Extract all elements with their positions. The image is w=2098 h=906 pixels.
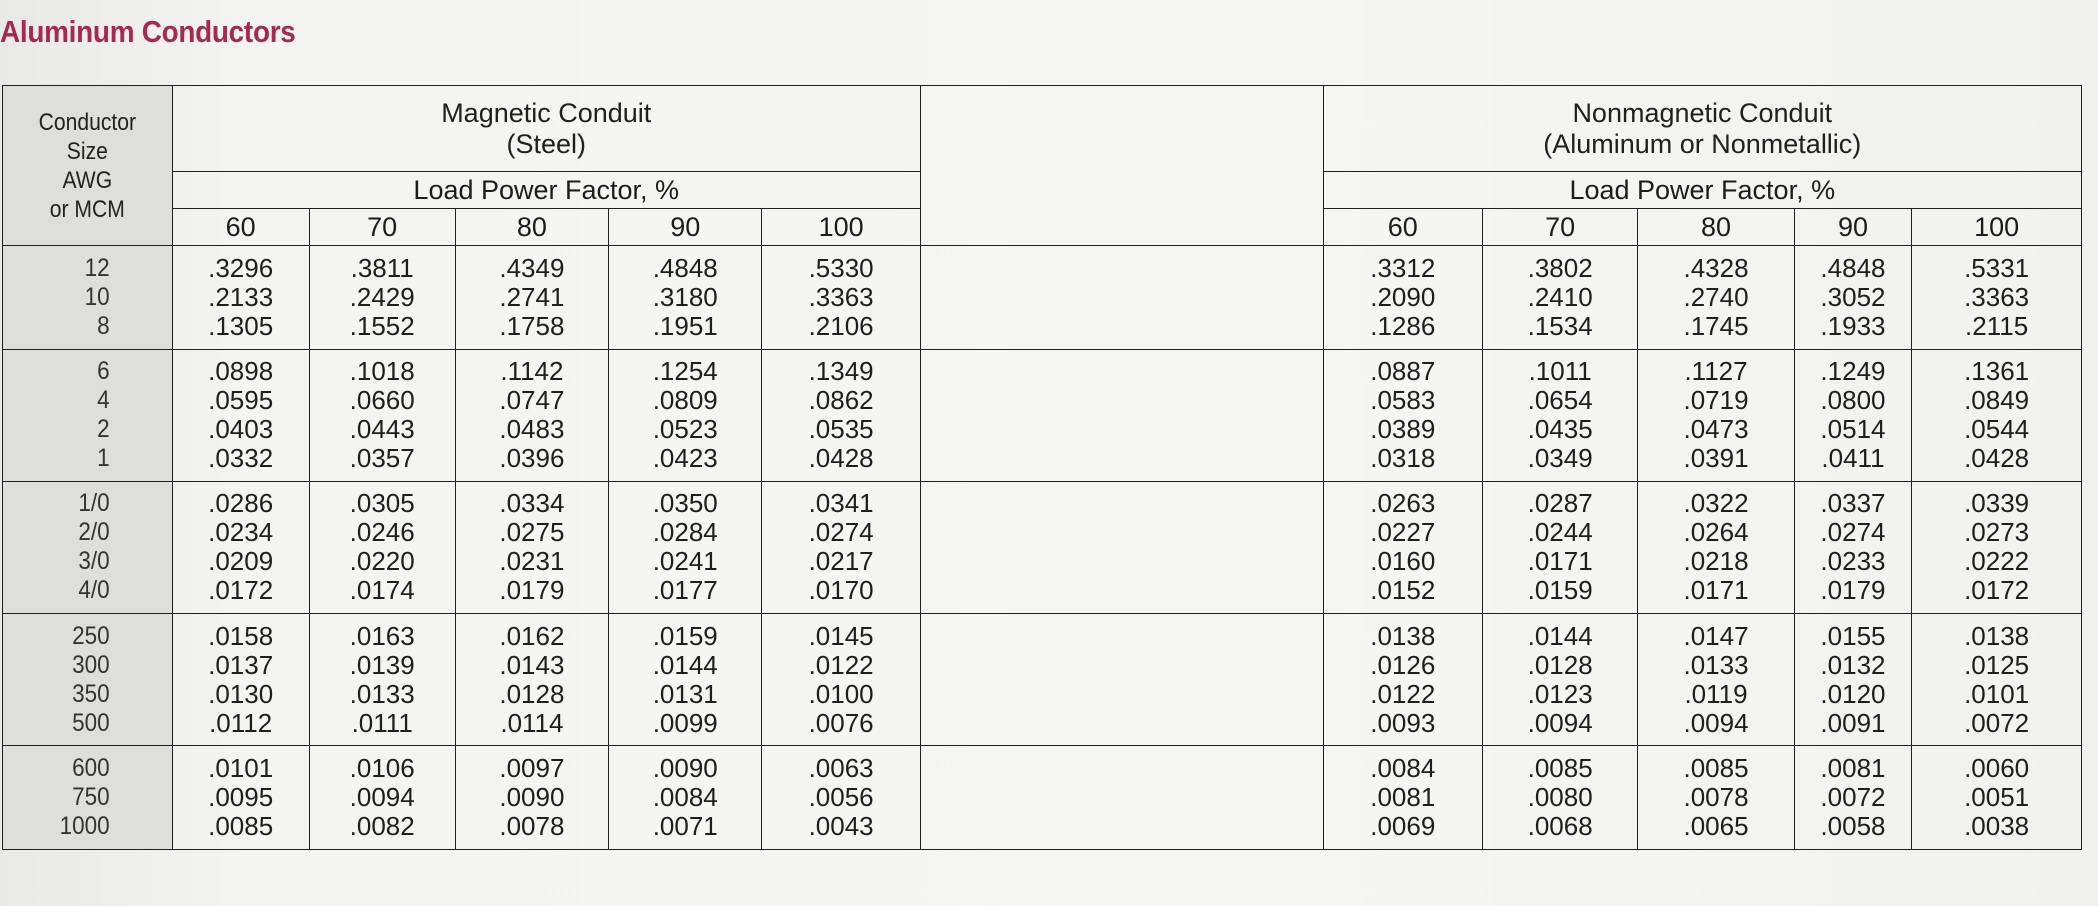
resistance-value: .0318 [1370, 443, 1436, 474]
conductor-size: 1/0 [78, 489, 110, 518]
resistance-value: .1552 [349, 310, 415, 341]
magnetic-pf-90: 90 [609, 209, 762, 246]
resistance-value: .0179 [499, 575, 565, 606]
resistance-value: .1018 [349, 356, 415, 387]
resistance-value: .0719 [1683, 385, 1749, 416]
magnetic-values-cell [609, 481, 762, 613]
magnetic-values-cell [309, 349, 455, 481]
resistance-value: .1933 [1820, 310, 1886, 341]
nonmagnetic-values-cell [1912, 746, 2082, 850]
resistance-value: .1254 [652, 356, 718, 387]
resistance-value: .1249 [1820, 356, 1886, 387]
resistance-value: .0172 [1964, 575, 2030, 606]
resistance-value: .0138 [1370, 620, 1436, 651]
resistance-value: .0396 [499, 443, 565, 474]
conductor-size: 600 [72, 754, 110, 783]
resistance-value: .0391 [1683, 443, 1749, 474]
magnetic-load-pf-label: Load Power Factor, % [172, 172, 920, 209]
resistance-value: .2410 [1527, 281, 1593, 312]
magnetic-values-cell [172, 246, 309, 350]
resistance-value: .3811 [350, 252, 414, 283]
resistance-value: .0081 [1370, 782, 1436, 813]
resistance-value: .1361 [1964, 356, 2030, 387]
resistance-value: .2115 [1965, 310, 2029, 341]
resistance-value: .0085 [208, 811, 274, 842]
middle-blank-cell [920, 246, 1323, 350]
size-group-row [3, 349, 2082, 481]
resistance-value: .0177 [652, 575, 718, 606]
resistance-value: .0043 [808, 811, 874, 842]
resistance-value: .0273 [1964, 517, 2030, 548]
conductor-size-header [3, 86, 173, 246]
resistance-value: .4848 [1820, 252, 1886, 283]
conductor-size: 1 [97, 444, 110, 473]
resistance-value: .0101 [1964, 678, 2030, 709]
page-title: Aluminum Conductors [0, 14, 296, 49]
resistance-value: .0435 [1527, 414, 1593, 445]
conductor-size: 4 [97, 386, 110, 415]
nonmagnetic-values-cell [1794, 746, 1912, 850]
resistance-value: .0076 [808, 707, 874, 738]
resistance-value: .0423 [652, 443, 718, 474]
resistance-value: .0145 [808, 620, 874, 651]
resistance-value: .3363 [1964, 281, 2030, 312]
nonmagnetic-values-cell [1794, 481, 1912, 613]
resistance-value: .0112 [209, 707, 273, 738]
resistance-value: .0072 [1964, 707, 2030, 738]
conductor-size: 350 [72, 679, 110, 708]
resistance-value: .0244 [1527, 517, 1593, 548]
resistance-value: .0100 [808, 678, 874, 709]
magnetic-values-cell [455, 481, 608, 613]
nonmagnetic-values-cell [1912, 246, 2082, 350]
conductor-size: 8 [97, 311, 110, 340]
resistance-value: .0233 [1820, 546, 1886, 577]
resistance-value: .0887 [1370, 356, 1436, 387]
magnetic-values-cell [762, 246, 920, 350]
middle-blank-cell [920, 614, 1323, 746]
magnetic-values-cell [172, 614, 309, 746]
nonmagnetic-pf-100: 100 [1912, 209, 2082, 246]
resistance-value: .0126 [1370, 649, 1436, 680]
conductor-size: 6 [97, 357, 110, 386]
resistance-value: .0322 [1683, 488, 1749, 519]
magnetic-pf-70: 70 [309, 209, 455, 246]
nonmagnetic-values-cell [1638, 614, 1794, 746]
resistance-value: .0862 [808, 385, 874, 416]
nonmagnetic-values-cell [1638, 746, 1794, 850]
magnetic-values-cell [172, 481, 309, 613]
resistance-value: .0284 [652, 517, 718, 548]
resistance-value: .0085 [1527, 753, 1593, 784]
resistance-value: .2741 [499, 281, 565, 312]
conductor-sizes-cell [3, 349, 173, 481]
nonmagnetic-values-cell [1482, 481, 1637, 613]
resistance-value: .0535 [808, 414, 874, 445]
resistance-value: .0357 [349, 443, 415, 474]
nonmagnetic-pf-80: 80 [1638, 209, 1794, 246]
resistance-value: .0274 [808, 517, 874, 548]
resistance-value: .0337 [1820, 488, 1886, 519]
conductor-header-line: Size [66, 137, 108, 165]
resistance-value: .0090 [652, 753, 718, 784]
magnetic-values-cell [762, 746, 920, 850]
resistance-value: .0286 [208, 488, 274, 519]
resistance-value: .0119 [1684, 678, 1748, 709]
resistance-value: .0058 [1820, 811, 1886, 842]
size-group-row [3, 481, 2082, 613]
resistance-value: .0523 [652, 414, 718, 445]
nonmagnetic-values-cell [1638, 481, 1794, 613]
resistance-value: .0155 [1820, 620, 1886, 651]
size-group-row [3, 614, 2082, 746]
conductor-header-line: or MCM [49, 195, 125, 223]
middle-blank-header [920, 86, 1323, 209]
resistance-value: .5330 [808, 252, 874, 283]
resistance-value: .1745 [1683, 310, 1749, 341]
resistance-value: .0038 [1964, 811, 2030, 842]
conductor-size: 750 [72, 783, 110, 812]
magnetic-values-cell [762, 481, 920, 613]
nonmagnetic-values-cell [1794, 349, 1912, 481]
conductor-size: 250 [72, 621, 110, 650]
resistance-value: .0341 [808, 488, 874, 519]
magnetic-values-cell [172, 349, 309, 481]
resistance-value: .0093 [1370, 707, 1436, 738]
resistance-value: .0063 [808, 753, 874, 784]
nonmagnetic-values-cell [1912, 481, 2082, 613]
resistance-value: .0809 [652, 385, 718, 416]
nonmagnetic-values-cell [1638, 246, 1794, 350]
resistance-value: .0114 [500, 707, 564, 738]
resistance-value: .0094 [349, 782, 415, 813]
nonmagnetic-subtitle: (Aluminum or Nonmetallic) [1543, 128, 1862, 159]
magnetic-conduit-header [172, 86, 920, 172]
conductor-size: 500 [72, 708, 110, 737]
nonmagnetic-values-cell [1638, 349, 1794, 481]
nonmagnetic-values-cell [1323, 746, 1482, 850]
resistance-value: .0125 [1964, 649, 2030, 680]
conductor-sizes-cell [3, 614, 173, 746]
resistance-value: .0179 [1820, 575, 1886, 606]
resistance-value: .0128 [1527, 649, 1593, 680]
resistance-value: .0170 [808, 575, 874, 606]
magnetic-values-cell [609, 746, 762, 850]
resistance-value: .0264 [1683, 517, 1749, 548]
resistance-value: .0428 [1964, 443, 2030, 474]
resistance-value: .0483 [499, 414, 565, 445]
resistance-value: .0078 [1683, 782, 1749, 813]
resistance-value: .0898 [208, 356, 274, 387]
resistance-value: .0133 [349, 678, 415, 709]
nonmagnetic-conduit-header [1323, 86, 2081, 172]
magnetic-pf-80: 80 [455, 209, 608, 246]
conductor-size: 2 [97, 415, 110, 444]
resistance-value: .0275 [499, 517, 565, 548]
magnetic-values-cell [609, 614, 762, 746]
resistance-value: .3363 [808, 281, 874, 312]
conductor-size: 10 [84, 282, 110, 311]
conductor-sizes-cell [3, 481, 173, 613]
resistance-value: .2106 [808, 310, 874, 341]
resistance-value: .1534 [1527, 310, 1593, 341]
resistance-value: .0227 [1370, 517, 1436, 548]
magnetic-values-cell [172, 746, 309, 850]
resistance-value: .2133 [208, 281, 274, 312]
resistance-value: .0080 [1527, 782, 1593, 813]
resistance-value: .0137 [208, 649, 274, 680]
nonmagnetic-values-cell [1482, 746, 1637, 850]
resistance-value: .2090 [1370, 281, 1436, 312]
resistance-value: .0082 [349, 811, 415, 842]
resistance-value: .0099 [652, 707, 718, 738]
resistance-value: .0305 [349, 488, 415, 519]
resistance-value: .0234 [208, 517, 274, 548]
resistance-value: .0131 [652, 678, 718, 709]
resistance-value: .0106 [349, 753, 415, 784]
resistance-value: .0160 [1370, 546, 1436, 577]
resistance-value: .0849 [1964, 385, 2030, 416]
resistance-value: .0403 [208, 414, 274, 445]
nonmagnetic-title: Nonmagnetic Conduit [1572, 97, 1833, 128]
resistance-value: .0094 [1683, 707, 1749, 738]
middle-blank-pf [920, 209, 1323, 246]
table-body [3, 246, 2082, 850]
size-group-row [3, 746, 2082, 850]
resistance-value: .1286 [1370, 310, 1436, 341]
middle-blank-cell [920, 481, 1323, 613]
conductor-table [2, 85, 2082, 850]
magnetic-subtitle: (Steel) [506, 128, 587, 159]
resistance-value: .0263 [1370, 488, 1436, 519]
resistance-value: .0084 [652, 782, 718, 813]
resistance-value: .0334 [499, 488, 565, 519]
resistance-value: .0514 [1820, 414, 1886, 445]
conductor-size: 3/0 [78, 547, 110, 576]
nonmagnetic-values-cell [1794, 614, 1912, 746]
resistance-value: .0163 [349, 620, 415, 651]
resistance-value: .0159 [1527, 575, 1593, 606]
resistance-value: .1142 [500, 356, 564, 387]
resistance-value: .0094 [1527, 707, 1593, 738]
resistance-value: .0747 [499, 385, 565, 416]
resistance-value: .0349 [1527, 443, 1593, 474]
resistance-value: .3312 [1370, 252, 1436, 283]
resistance-value: .0332 [208, 443, 274, 474]
resistance-value: .0158 [208, 620, 274, 651]
magnetic-pf-60: 60 [172, 209, 309, 246]
resistance-value: .0231 [499, 546, 565, 577]
resistance-value: .0595 [208, 385, 274, 416]
magnetic-values-cell [762, 349, 920, 481]
resistance-value: .4328 [1683, 252, 1749, 283]
resistance-value: .0473 [1683, 414, 1749, 445]
resistance-value: .0091 [1820, 707, 1886, 738]
resistance-value: .0111 [351, 707, 413, 738]
resistance-value: .3180 [652, 281, 718, 312]
magnetic-values-cell [455, 746, 608, 850]
resistance-value: .0060 [1964, 753, 2030, 784]
resistance-value: .0389 [1370, 414, 1436, 445]
magnetic-values-cell [309, 246, 455, 350]
resistance-value: .0122 [1370, 678, 1436, 709]
resistance-value: .0130 [208, 678, 274, 709]
magnetic-values-cell [455, 614, 608, 746]
resistance-value: .3052 [1820, 281, 1886, 312]
resistance-value: .0174 [349, 575, 415, 606]
resistance-value: .0065 [1683, 811, 1749, 842]
resistance-value: .0132 [1820, 649, 1886, 680]
resistance-value: .0123 [1527, 678, 1593, 709]
resistance-value: .1011 [1528, 356, 1592, 387]
nonmagnetic-values-cell [1482, 349, 1637, 481]
conductor-size: 1000 [59, 812, 110, 841]
nonmagnetic-values-cell [1323, 246, 1482, 350]
resistance-value: .4848 [652, 252, 718, 283]
resistance-value: .0095 [208, 782, 274, 813]
resistance-value: .1951 [652, 310, 718, 341]
resistance-value: .5331 [1964, 252, 2030, 283]
resistance-value: .0246 [349, 517, 415, 548]
nonmagnetic-values-cell [1482, 246, 1637, 350]
resistance-value: .3802 [1527, 252, 1593, 283]
conductor-sizes-cell [3, 746, 173, 850]
conductor-size: 300 [72, 650, 110, 679]
magnetic-title: Magnetic Conduit [441, 97, 652, 128]
nonmagnetic-values-cell [1482, 614, 1637, 746]
resistance-value: .0162 [499, 620, 565, 651]
magnetic-pf-100: 100 [762, 209, 920, 246]
resistance-value: .0085 [1683, 753, 1749, 784]
middle-blank-cell [920, 746, 1323, 850]
resistance-value: .1127 [1684, 356, 1748, 387]
resistance-value: .0051 [1964, 782, 2030, 813]
resistance-value: .0144 [1527, 620, 1593, 651]
resistance-value: .0139 [349, 649, 415, 680]
resistance-value: .0350 [652, 488, 718, 519]
magnetic-values-cell [609, 349, 762, 481]
resistance-value: .2740 [1683, 281, 1749, 312]
conductor-size: 12 [84, 253, 110, 282]
resistance-value: .0274 [1820, 517, 1886, 548]
resistance-value: .0072 [1820, 782, 1886, 813]
resistance-value: .0209 [208, 546, 274, 577]
resistance-value: .0120 [1820, 678, 1886, 709]
resistance-value: .0097 [499, 753, 565, 784]
resistance-value: .0339 [1964, 488, 2030, 519]
resistance-value: .0084 [1370, 753, 1436, 784]
conductor-header-line: Conductor [38, 108, 137, 136]
magnetic-values-cell [309, 614, 455, 746]
resistance-value: .0081 [1820, 753, 1886, 784]
resistance-value: .0133 [1683, 649, 1749, 680]
magnetic-values-cell [762, 614, 920, 746]
magnetic-values-cell [455, 349, 608, 481]
nonmagnetic-load-pf-label: Load Power Factor, % [1323, 172, 2081, 209]
resistance-value: .3296 [208, 252, 274, 283]
resistance-value: .1758 [499, 310, 565, 341]
nonmagnetic-values-cell [1794, 246, 1912, 350]
middle-blank-cell [920, 349, 1323, 481]
nonmagnetic-pf-90: 90 [1794, 209, 1912, 246]
size-group-row [3, 246, 2082, 350]
resistance-value: .0128 [499, 678, 565, 709]
magnetic-values-cell [309, 481, 455, 613]
resistance-value: .0172 [208, 575, 274, 606]
nonmagnetic-values-cell [1323, 349, 1482, 481]
resistance-value: .0218 [1683, 546, 1749, 577]
nonmagnetic-pf-70: 70 [1482, 209, 1637, 246]
resistance-value: .0144 [652, 649, 718, 680]
resistance-value: .2429 [349, 281, 415, 312]
resistance-value: .0071 [652, 811, 718, 842]
nonmagnetic-pf-60: 60 [1323, 209, 1482, 246]
resistance-value: .0171 [1683, 575, 1749, 606]
resistance-value: .0122 [808, 649, 874, 680]
resistance-value: .0800 [1820, 385, 1886, 416]
conductor-sizes-cell [3, 246, 173, 350]
resistance-value: .0171 [1527, 546, 1593, 577]
resistance-value: .0056 [808, 782, 874, 813]
resistance-value: .0143 [499, 649, 565, 680]
magnetic-values-cell [309, 746, 455, 850]
nonmagnetic-values-cell [1912, 349, 2082, 481]
resistance-value: .0101 [208, 753, 274, 784]
magnetic-values-cell [455, 246, 608, 350]
resistance-value: .0544 [1964, 414, 2030, 445]
resistance-value: .0138 [1964, 620, 2030, 651]
resistance-value: .0090 [499, 782, 565, 813]
conductor-size: 2/0 [78, 518, 110, 547]
resistance-value: .0078 [499, 811, 565, 842]
resistance-value: .4349 [499, 252, 565, 283]
resistance-value: .0654 [1527, 385, 1593, 416]
nonmagnetic-values-cell [1323, 481, 1482, 613]
nonmagnetic-values-cell [1912, 614, 2082, 746]
resistance-value: .1349 [808, 356, 874, 387]
resistance-value: .0068 [1527, 811, 1593, 842]
conductor-header-line: AWG [62, 166, 113, 194]
resistance-value: .0583 [1370, 385, 1436, 416]
resistance-value: .0069 [1370, 811, 1436, 842]
resistance-value: .0660 [349, 385, 415, 416]
resistance-value: .0428 [808, 443, 874, 474]
magnetic-values-cell [609, 246, 762, 350]
nonmagnetic-values-cell [1323, 614, 1482, 746]
resistance-value: .1305 [208, 310, 274, 341]
resistance-value: .0220 [349, 546, 415, 577]
resistance-value: .0217 [808, 546, 874, 577]
resistance-value: .0287 [1527, 488, 1593, 519]
resistance-value: .0241 [652, 546, 718, 577]
conductor-size: 4/0 [78, 576, 110, 605]
resistance-value: .0159 [652, 620, 718, 651]
resistance-value: .0411 [1821, 443, 1885, 474]
resistance-value: .0152 [1370, 575, 1436, 606]
resistance-value: .0443 [349, 414, 415, 445]
resistance-value: .0222 [1964, 546, 2030, 577]
resistance-value: .0147 [1683, 620, 1749, 651]
